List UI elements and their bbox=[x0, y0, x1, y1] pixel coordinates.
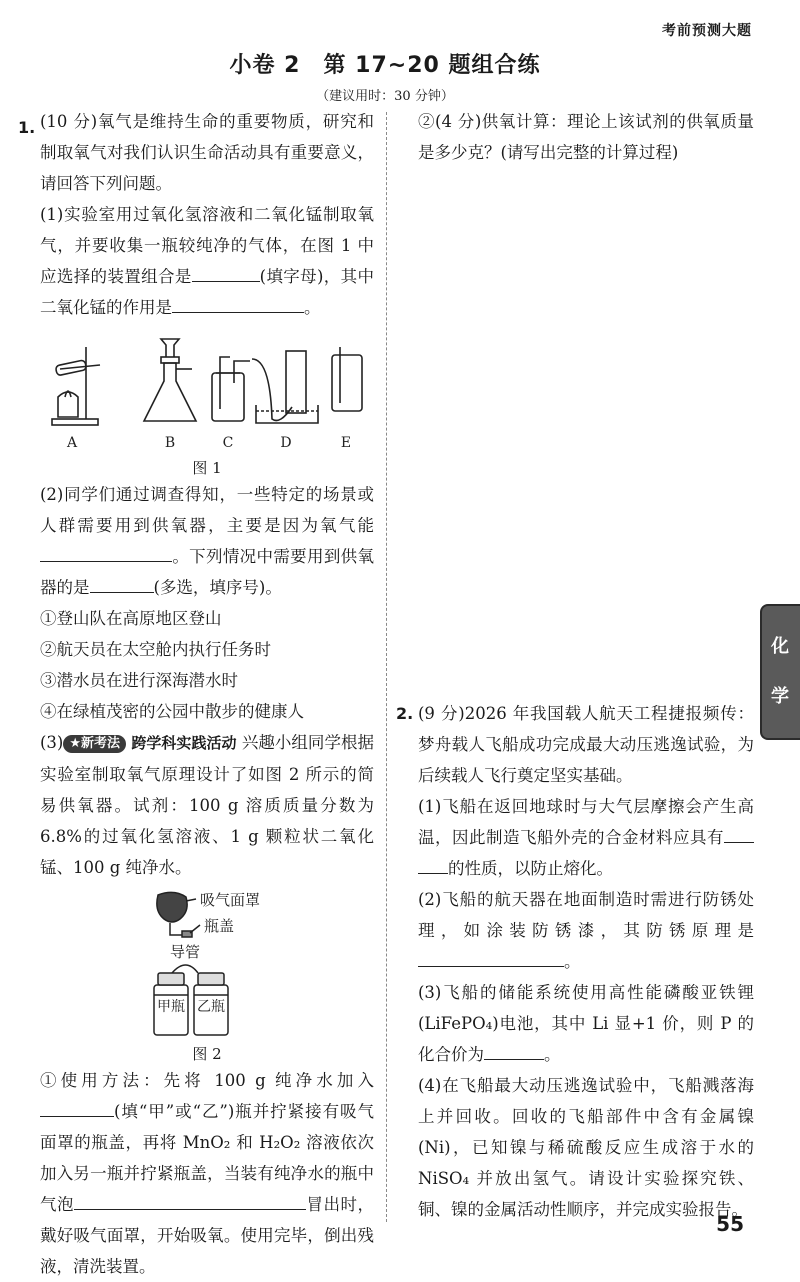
q1-part2: (2)同学们通过调查得知，一些特定的场景或人群需要用到供氧器，主要是因为氧气能。下列情况中需要用到供氧器的是 (多选，填序号)。 bbox=[40, 485, 374, 597]
question-1 bbox=[18, 106, 375, 1282]
label-tube: 导管 bbox=[170, 943, 201, 961]
badge-topic: 跨学科实践活动 bbox=[131, 734, 237, 752]
page-title: 小卷 2 第 17~20 题组合练 bbox=[229, 53, 541, 78]
q1-option-3: ③潜水员在进行深海潜水时 bbox=[40, 671, 238, 690]
page-number: 55 bbox=[716, 1212, 744, 1236]
q1-option-1: ①登山队在高原地区登山 bbox=[40, 609, 222, 628]
answer-blank[interactable] bbox=[510, 948, 564, 967]
answer-blank[interactable] bbox=[74, 1191, 148, 1210]
answer-blank[interactable] bbox=[40, 1098, 114, 1117]
subject-tab bbox=[760, 604, 800, 740]
answer-blank[interactable] bbox=[80, 543, 172, 562]
figure-2-caption: 图 2 bbox=[192, 1045, 222, 1063]
q1-option-4: ④在绿植茂密的公园中散步的健康人 bbox=[40, 702, 304, 721]
answer-blank[interactable] bbox=[484, 1041, 544, 1060]
lab-apparatus-diagram bbox=[40, 335, 374, 455]
new-method-badge: ★新考法 bbox=[63, 735, 126, 753]
q1-part3: (3) ★新考法 跨学科实践活动 兴趣小组同学根据实验室制取氧气原理设计了如图 2 所示的简易供氧器。试剂：100 g 溶质质量分数为 6.8%的过氧化氢溶液、1 g 颗粒状二氧化锰、100 g 纯净水。 bbox=[40, 733, 375, 877]
figure-1-caption: 图 1 bbox=[192, 459, 222, 477]
q1-calc: ②(4 分)供氧计算：理论上该试剂的供氧质量是多少克？(请写出完整的计算过程) bbox=[418, 112, 754, 162]
question-number: 1. bbox=[18, 118, 36, 137]
q2-intro: (9 分)2026 年我国载人航天工程捷报频传：梦舟载人飞船成功完成最大动压逃逸试验，为后续载人飞行奠定坚实基础。 bbox=[418, 704, 754, 785]
answer-blank[interactable] bbox=[40, 543, 80, 562]
subject-tab-char: 化 bbox=[771, 636, 789, 657]
fig1-label-e: E bbox=[340, 435, 352, 451]
label-mask: 吸气面罩 bbox=[200, 891, 261, 909]
q1-usage: ①使用方法：先将 100 g 纯净水加入(填“甲”或“乙”)瓶并拧紧接有吸气面罩的瓶盖，再将 MnO₂ 和 H₂O₂ 溶液依次加入另一瓶并拧紧瓶盖，当装有纯净水的瓶中气泡 冒出时，戴好吸气面罩，开始吸氧。使用完毕，倒出残液，清洗装置。 bbox=[40, 1071, 374, 1276]
q2-part4: (4)在飞船最大动压逃逸试验中，飞船溅落海上并回收。回收的飞船部件中含有金属镍(Ni)，已知镍与稀硫酸反应生成溶于水的 NiSO₄ 并放出氢气。请设计实验探究铁、铜、镍的金属活动性顺序，并完成实验报告。 bbox=[418, 1076, 754, 1219]
fig1-label-d: D bbox=[280, 435, 292, 451]
oxygen-supplier-diagram bbox=[40, 889, 374, 1049]
answer-blank[interactable] bbox=[90, 574, 154, 593]
page-subtitle: （建议用时：30 分钟） bbox=[316, 89, 454, 104]
answer-blank[interactable] bbox=[418, 855, 448, 874]
question-1-calculation bbox=[418, 106, 754, 168]
q1-part1: (1)实验室用过氧化氢溶液和二氧化锰制取氧气，并要收集一瓶较纯净的气体，在图 1 中应选择的装置组合是 (填字母)，其中二氧化锰的作用是 。 bbox=[40, 205, 375, 317]
figure-1 bbox=[40, 335, 374, 455]
answer-blank[interactable] bbox=[192, 263, 260, 282]
answer-blank[interactable] bbox=[148, 1191, 306, 1210]
label-cap: 瓶盖 bbox=[204, 917, 235, 935]
fig1-label-c: C bbox=[222, 435, 234, 451]
answer-blank[interactable] bbox=[724, 824, 754, 843]
answer-blank[interactable] bbox=[172, 294, 304, 313]
q1-option-2: ②航天员在太空舱内执行任务时 bbox=[40, 640, 271, 659]
fig1-label-b: B bbox=[164, 435, 176, 451]
answer-blank[interactable] bbox=[418, 948, 510, 967]
question-2 bbox=[396, 698, 754, 1225]
q2-part1: (1)飞船在返回地球时与大气层摩擦会产生高温，因此制造飞船外壳的合金材料应具有的性质，以防止熔化。 bbox=[418, 797, 754, 878]
label-bottle-a: 甲瓶 bbox=[157, 999, 185, 1015]
fig1-label-a: A bbox=[66, 435, 78, 451]
figure-2 bbox=[40, 889, 374, 1049]
q2-part3: (3)飞船的储能系统使用高性能磷酸亚铁锂(LiFePO₄)电池，其中 Li 显+1 价，则 P 的化合价为 。 bbox=[418, 983, 754, 1064]
question-number: 2. bbox=[396, 704, 414, 723]
subject-tab-char: 学 bbox=[771, 686, 789, 707]
section-tag: 考前预测大题 bbox=[662, 23, 752, 39]
label-bottle-b: 乙瓶 bbox=[197, 999, 225, 1015]
column-divider bbox=[386, 112, 387, 1222]
q1-intro: (10 分)氧气是维持生命的重要物质，研究和制取氧气对我们认识生命活动具有重要意义，请回答下列问题。 bbox=[40, 112, 374, 193]
q2-part2: (2)飞船的航天器在地面制造时需进行防锈处理，如涂装防锈漆，其防锈原理是。 bbox=[418, 890, 754, 971]
